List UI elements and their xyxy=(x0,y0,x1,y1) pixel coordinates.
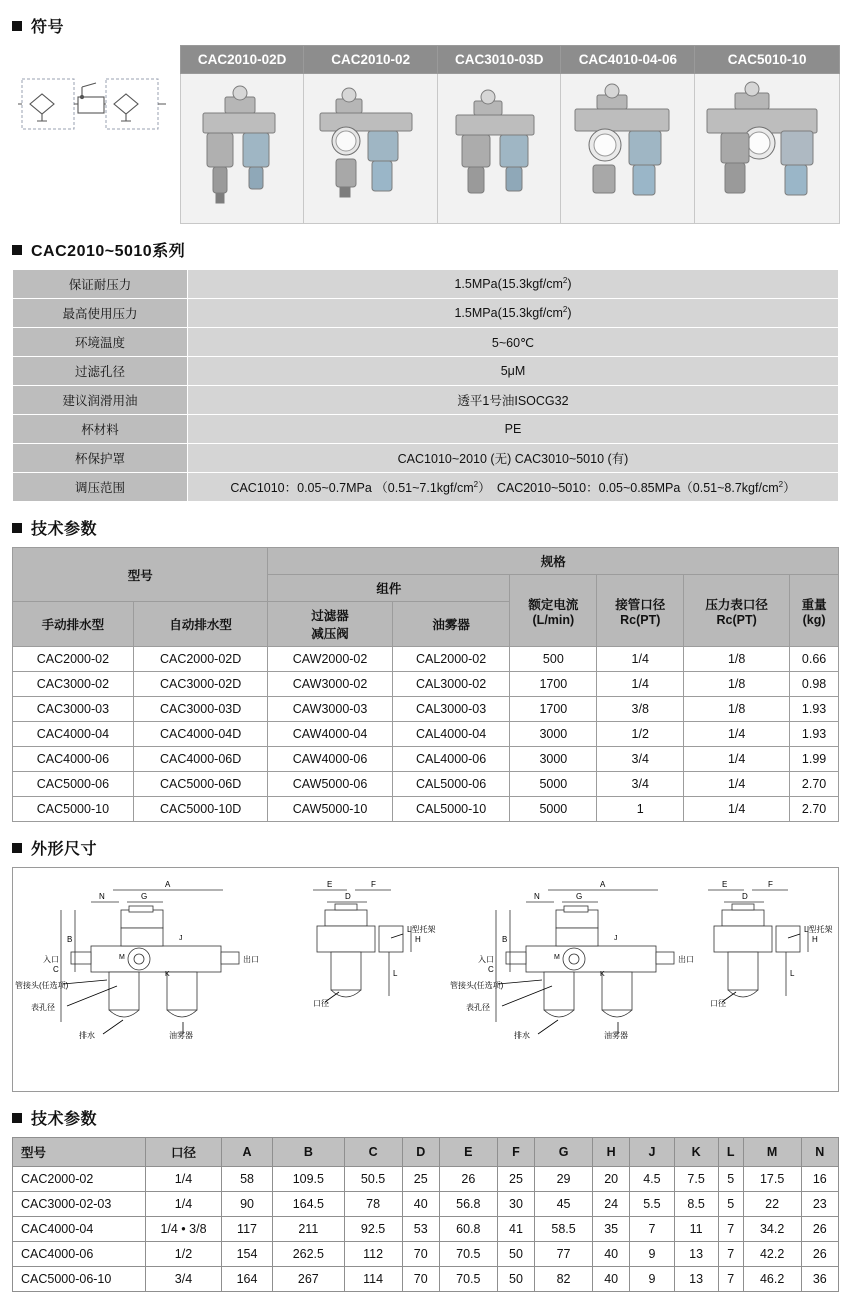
spec-key: 环境温度 xyxy=(13,328,188,357)
tech2-header-c: C xyxy=(344,1138,402,1167)
cell: CAC3000-02 xyxy=(13,672,134,697)
svg-text:F: F xyxy=(768,880,773,889)
spec-key: 建议润滑用油 xyxy=(13,386,188,415)
cell: 1700 xyxy=(510,697,597,722)
cell: 42.2 xyxy=(743,1242,801,1267)
spec-value xyxy=(188,299,839,328)
spec-key: 杯材料 xyxy=(13,415,188,444)
spec-value-text: CAC1010：0.05~0.7MPa （0.51~7.1kgf/cm xyxy=(230,481,474,495)
svg-text:出口: 出口 xyxy=(678,955,694,964)
cell: CAC3000-03 xyxy=(13,697,134,722)
cell: 1/4 xyxy=(684,772,790,797)
cell: 3/8 xyxy=(597,697,684,722)
section-title: 外形尺寸 xyxy=(31,841,98,858)
section-header-series xyxy=(12,238,851,261)
svg-text:口径: 口径 xyxy=(710,999,726,1008)
cell: 1700 xyxy=(510,672,597,697)
cell: 25 xyxy=(402,1167,439,1192)
cell: 11 xyxy=(674,1217,718,1242)
svg-text:H: H xyxy=(415,935,421,944)
cell: 1/4 xyxy=(146,1192,222,1217)
svg-text:排水: 排水 xyxy=(514,1031,530,1040)
svg-text:B: B xyxy=(67,935,73,944)
tech1-head-model: 型号 xyxy=(13,548,268,602)
spec-value xyxy=(188,270,839,299)
tech1-head-weight-line2: (kg) xyxy=(802,612,826,627)
svg-text:L型托架: L型托架 xyxy=(407,925,436,934)
photo-row xyxy=(181,74,840,224)
cell: 40 xyxy=(593,1242,630,1267)
symbol-row xyxy=(0,45,851,224)
svg-text:F: F xyxy=(371,880,376,889)
svg-text:J: J xyxy=(179,935,183,942)
cell: 2.70 xyxy=(790,772,839,797)
tech1-head-gauge xyxy=(684,575,790,647)
svg-text:油雾器: 油雾器 xyxy=(604,1031,628,1040)
cell: CAC5000-10D xyxy=(133,797,268,822)
tech2-header-a: A xyxy=(222,1138,273,1167)
cell: CAC4000-04D xyxy=(133,722,268,747)
cell: 211 xyxy=(273,1217,345,1242)
svg-text:出口: 出口 xyxy=(243,955,259,964)
cell: CAC4000-06 xyxy=(13,747,134,772)
cell: 20 xyxy=(593,1167,630,1192)
svg-text:D: D xyxy=(742,892,748,901)
cell: 70 xyxy=(402,1267,439,1292)
spec-value: CAC1010~2010 (无) CAC3010~5010 (有) xyxy=(188,444,839,473)
cell: 25 xyxy=(497,1167,534,1192)
cell: 3/4 xyxy=(597,747,684,772)
cell: CAC3000-02D xyxy=(133,672,268,697)
cell: 90 xyxy=(222,1192,273,1217)
svg-text:C: C xyxy=(53,965,59,974)
cell: 30 xyxy=(497,1192,534,1217)
table-row xyxy=(13,386,839,415)
table-row xyxy=(13,1242,839,1267)
svg-text:K: K xyxy=(600,971,605,978)
cell: 5.5 xyxy=(630,1192,674,1217)
section-title: 技术参数 xyxy=(31,1111,98,1128)
square-bullet-icon xyxy=(12,21,22,31)
tech1-head-manual-drain: 手动排水型 xyxy=(13,602,134,647)
cell: CAL3000-03 xyxy=(392,697,510,722)
cell: 1/8 xyxy=(684,697,790,722)
cell: 56.8 xyxy=(439,1192,497,1217)
svg-text:J: J xyxy=(614,935,618,942)
square-bullet-icon xyxy=(12,245,22,255)
svg-text:M: M xyxy=(119,954,125,961)
tech1-head-gauge-line1: 压力表口径 xyxy=(705,597,768,612)
cell: 45 xyxy=(535,1192,593,1217)
cell: 16 xyxy=(801,1167,838,1192)
cell: 41 xyxy=(497,1217,534,1242)
cell: CAW4000-06 xyxy=(268,747,392,772)
cell: 24 xyxy=(593,1192,630,1217)
cell: 1.93 xyxy=(790,722,839,747)
cell: 1/8 xyxy=(684,672,790,697)
tech1-header-row-1 xyxy=(13,548,839,575)
table-row xyxy=(13,797,839,822)
cell: CAW3000-03 xyxy=(268,697,392,722)
series-spec-table xyxy=(12,269,839,502)
cell: 70 xyxy=(402,1242,439,1267)
svg-text:C: C xyxy=(488,965,494,974)
spec-value-sup: 2 xyxy=(562,276,568,286)
section-header-symbol xyxy=(12,14,851,37)
cell: CAC5000-06D xyxy=(133,772,268,797)
spec-key: 杯保护罩 xyxy=(13,444,188,473)
tech2-header-model: 型号 xyxy=(13,1138,146,1167)
cell: 77 xyxy=(535,1242,593,1267)
cell: 1/4 xyxy=(597,672,684,697)
spec-value-tail: ) xyxy=(567,306,572,321)
cell: 7 xyxy=(718,1217,743,1242)
cell: 5 xyxy=(718,1192,743,1217)
section-title: 符号 xyxy=(31,19,65,36)
cell: CAW5000-10 xyxy=(268,797,392,822)
cell-model: CAC4000-04 xyxy=(13,1217,146,1242)
cell: 34.2 xyxy=(743,1217,801,1242)
svg-text:H: H xyxy=(812,935,818,944)
section-title: CAC2010~5010系列 xyxy=(31,243,186,260)
table-row xyxy=(13,1267,839,1292)
table-row xyxy=(13,1217,839,1242)
product-photo-1 xyxy=(181,74,304,224)
tech1-head-spec: 规格 xyxy=(268,548,839,575)
spec-value-text: 1.5MPa(15.3kgf/cm xyxy=(454,306,563,321)
photo-header-cac2010-02d: CAC2010-02D xyxy=(181,46,304,74)
cell: CAL2000-02 xyxy=(392,647,510,672)
cell: 5 xyxy=(718,1167,743,1192)
svg-text:G: G xyxy=(141,892,148,901)
svg-text:表孔径: 表孔径 xyxy=(31,1003,55,1012)
cell: 1/4 xyxy=(684,797,790,822)
tech2-header-k: K xyxy=(674,1138,718,1167)
tech2-header-f: F xyxy=(497,1138,534,1167)
tech-params-table-1 xyxy=(12,547,839,822)
tech2-header-port: 口径 xyxy=(146,1138,222,1167)
svg-text:D: D xyxy=(345,892,351,901)
cell: 267 xyxy=(273,1267,345,1292)
table-row xyxy=(13,473,839,502)
table-row xyxy=(13,647,839,672)
cell: 9 xyxy=(630,1267,674,1292)
section-header-dimensions xyxy=(12,836,851,859)
spec-key: 过滤孔径 xyxy=(13,357,188,386)
cell-model: CAC4000-06 xyxy=(13,1242,146,1267)
cell: 154 xyxy=(222,1242,273,1267)
cell-model: CAC5000-06-10 xyxy=(13,1267,146,1292)
cell-model: CAC3000-02-03 xyxy=(13,1192,146,1217)
table-row xyxy=(13,415,839,444)
svg-text:排水: 排水 xyxy=(79,1031,95,1040)
cell: 26 xyxy=(801,1217,838,1242)
cell: 114 xyxy=(344,1267,402,1292)
cell: CAW2000-02 xyxy=(268,647,392,672)
section-header-tech2 xyxy=(12,1106,851,1129)
cell: 117 xyxy=(222,1217,273,1242)
table-row xyxy=(13,444,839,473)
table-row xyxy=(13,270,839,299)
cell: CAL4000-06 xyxy=(392,747,510,772)
dimension-drawings xyxy=(13,868,839,1091)
product-photo-table xyxy=(180,45,840,224)
cell: 0.98 xyxy=(790,672,839,697)
cell: 1/4 xyxy=(597,647,684,672)
cell: 40 xyxy=(402,1192,439,1217)
svg-text:管接头(任选项): 管接头(任选项) xyxy=(450,981,504,990)
tech1-head-lubricator: 油雾器 xyxy=(392,602,510,647)
product-photo-3 xyxy=(438,74,561,224)
cell: CAL5000-06 xyxy=(392,772,510,797)
spec-value xyxy=(188,473,839,502)
cell: 82 xyxy=(535,1267,593,1292)
tech1-head-gauge-line2: Rc(PT) xyxy=(716,612,757,627)
cell: 1 xyxy=(597,797,684,822)
cell: 109.5 xyxy=(273,1167,345,1192)
svg-text:管接头(任选项): 管接头(任选项) xyxy=(15,981,69,990)
photo-header-row xyxy=(181,46,840,74)
cell: 4.5 xyxy=(630,1167,674,1192)
cell: CAW5000-06 xyxy=(268,772,392,797)
tech1-head-assembly: 组件 xyxy=(268,575,510,602)
cell: 3000 xyxy=(510,747,597,772)
cell: 500 xyxy=(510,647,597,672)
product-photo-5 xyxy=(695,74,840,224)
spec-key: 调压范围 xyxy=(13,473,188,502)
tech2-header-b: B xyxy=(273,1138,345,1167)
cell: CAL5000-10 xyxy=(392,797,510,822)
svg-text:B: B xyxy=(502,935,508,944)
cell: 26 xyxy=(439,1167,497,1192)
cell: CAC4000-06D xyxy=(133,747,268,772)
spec-value-text: 1.5MPa(15.3kgf/cm xyxy=(454,277,563,292)
cell: 58.5 xyxy=(535,1217,593,1242)
svg-text:E: E xyxy=(722,880,728,889)
cell: 78 xyxy=(344,1192,402,1217)
spec-key: 保证耐压力 xyxy=(13,270,188,299)
cell: CAC5000-06 xyxy=(13,772,134,797)
cell: 40 xyxy=(593,1267,630,1292)
symbol-diagram-container xyxy=(0,45,180,139)
cell: 164 xyxy=(222,1267,273,1292)
spec-value-sup2: 2 xyxy=(778,479,784,489)
cell: 9 xyxy=(630,1242,674,1267)
cell: 17.5 xyxy=(743,1167,801,1192)
cell: 5000 xyxy=(510,772,597,797)
cell: 23 xyxy=(801,1192,838,1217)
tech1-head-filter-line2: 减压阀 xyxy=(311,627,349,641)
cell: 50 xyxy=(497,1242,534,1267)
svg-text:A: A xyxy=(600,880,606,889)
cell: 1/4 xyxy=(684,722,790,747)
tech1-head-port-line1: 接管口径 xyxy=(615,597,666,612)
pneumatic-symbol-diagram xyxy=(18,69,180,139)
cell: 1.93 xyxy=(790,697,839,722)
cell: CAC5000-10 xyxy=(13,797,134,822)
svg-text:N: N xyxy=(534,892,540,901)
tech1-head-current xyxy=(510,575,597,647)
spec-value-tail: ） CAC2010~5010：0.05~0.85MPa（0.51~8.7kgf/cm xyxy=(478,481,779,495)
tech1-head-current-line1: 额定电流 xyxy=(528,597,579,612)
cell: 13 xyxy=(674,1267,718,1292)
svg-text:口径: 口径 xyxy=(313,999,329,1008)
tech1-head-auto-drain: 自动排水型 xyxy=(133,602,268,647)
svg-text:L型托架: L型托架 xyxy=(804,925,833,934)
cell: 1.99 xyxy=(790,747,839,772)
svg-text:表孔径: 表孔径 xyxy=(466,1003,490,1012)
cell: CAL4000-04 xyxy=(392,722,510,747)
table-row xyxy=(13,299,839,328)
product-photo-2 xyxy=(304,74,438,224)
spec-value: 5~60℃ xyxy=(188,328,839,357)
cell: 35 xyxy=(593,1217,630,1242)
cell: CAW3000-02 xyxy=(268,672,392,697)
table-row xyxy=(13,1192,839,1217)
cell: 0.66 xyxy=(790,647,839,672)
cell: 29 xyxy=(535,1167,593,1192)
spec-value-tail: ) xyxy=(567,277,572,292)
cell: 1/2 xyxy=(146,1242,222,1267)
catalog-page xyxy=(0,14,851,1302)
cell: 262.5 xyxy=(273,1242,345,1267)
cell: 1/8 xyxy=(684,647,790,672)
cell: 50 xyxy=(497,1267,534,1292)
cell-model: CAC2000-02 xyxy=(13,1167,146,1192)
spec-key: 最高使用压力 xyxy=(13,299,188,328)
svg-text:M: M xyxy=(554,954,560,961)
cell: CAC2000-02D xyxy=(133,647,268,672)
table-row xyxy=(13,772,839,797)
svg-text:入口: 入口 xyxy=(478,955,494,964)
photo-header-cac3010-03d: CAC3010-03D xyxy=(438,46,561,74)
cell: 7 xyxy=(718,1267,743,1292)
cell: 13 xyxy=(674,1242,718,1267)
svg-text:L: L xyxy=(790,969,795,978)
cell: 1/4 xyxy=(684,747,790,772)
cell: 7 xyxy=(718,1242,743,1267)
cell: CAC4000-04 xyxy=(13,722,134,747)
cell: CAC3000-03D xyxy=(133,697,268,722)
svg-text:E: E xyxy=(327,880,333,889)
square-bullet-icon xyxy=(12,523,22,533)
spec-value: 透平1号油ISOCG32 xyxy=(188,386,839,415)
tech2-header-g: G xyxy=(535,1138,593,1167)
tech-params-table-2 xyxy=(12,1137,839,1292)
table-row xyxy=(13,328,839,357)
cell: 7 xyxy=(630,1217,674,1242)
cell: 70.5 xyxy=(439,1242,497,1267)
tech2-header-h: H xyxy=(593,1138,630,1167)
tech1-head-filter-line1: 过滤器 xyxy=(311,609,349,623)
svg-text:L: L xyxy=(393,969,398,978)
cell: 60.8 xyxy=(439,1217,497,1242)
tech1-head-port-line2: Rc(PT) xyxy=(620,612,661,627)
spec-value-sup: 2 xyxy=(473,479,479,489)
svg-text:K: K xyxy=(165,971,170,978)
cell: 8.5 xyxy=(674,1192,718,1217)
cell: 5000 xyxy=(510,797,597,822)
table-row xyxy=(13,722,839,747)
photo-header-cac2010-02: CAC2010-02 xyxy=(304,46,438,74)
cell: CAL3000-02 xyxy=(392,672,510,697)
tech2-header-j: J xyxy=(630,1138,674,1167)
section-title: 技术参数 xyxy=(31,521,98,538)
cell: 92.5 xyxy=(344,1217,402,1242)
cell: 36 xyxy=(801,1267,838,1292)
spec-value-sup: 2 xyxy=(562,305,568,315)
section-header-tech1 xyxy=(12,516,851,539)
photo-header-cac4010-04-06: CAC4010-04-06 xyxy=(561,46,695,74)
cell: 164.5 xyxy=(273,1192,345,1217)
tech2-header-m: M xyxy=(743,1138,801,1167)
tech1-head-filter-regulator xyxy=(268,602,392,647)
cell: 3/4 xyxy=(146,1267,222,1292)
product-photo-4 xyxy=(561,74,695,224)
cell: CAC2000-02 xyxy=(13,647,134,672)
tech1-head-weight-line1: 重量 xyxy=(801,597,827,612)
tech1-head-port xyxy=(597,575,684,647)
cell: 3/4 xyxy=(597,772,684,797)
cell: 58 xyxy=(222,1167,273,1192)
cell: 53 xyxy=(402,1217,439,1242)
table-row xyxy=(13,697,839,722)
tech2-header-n: N xyxy=(801,1138,838,1167)
tech2-header-d: D xyxy=(402,1138,439,1167)
table-row xyxy=(13,357,839,386)
tech1-head-weight xyxy=(790,575,839,647)
cell: 50.5 xyxy=(344,1167,402,1192)
spec-value-tail2: ） xyxy=(783,481,796,495)
cell: 2.70 xyxy=(790,797,839,822)
square-bullet-icon xyxy=(12,1113,22,1123)
svg-text:A: A xyxy=(165,880,171,889)
cell: 7.5 xyxy=(674,1167,718,1192)
table-row xyxy=(13,1167,839,1192)
cell: 26 xyxy=(801,1242,838,1267)
svg-text:G: G xyxy=(576,892,583,901)
cell: 70.5 xyxy=(439,1267,497,1292)
cell: 1/4 • 3/8 xyxy=(146,1217,222,1242)
svg-text:N: N xyxy=(99,892,105,901)
cell: 1/4 xyxy=(146,1167,222,1192)
tech2-header-e: E xyxy=(439,1138,497,1167)
svg-text:油雾器: 油雾器 xyxy=(169,1031,193,1040)
tech2-header-row xyxy=(13,1138,839,1167)
photo-header-cac5010-10: CAC5010-10 xyxy=(695,46,840,74)
cell: 46.2 xyxy=(743,1267,801,1292)
table-row xyxy=(13,672,839,697)
spec-value: 5μM xyxy=(188,357,839,386)
cell: CAW4000-04 xyxy=(268,722,392,747)
cell: 22 xyxy=(743,1192,801,1217)
square-bullet-icon xyxy=(12,843,22,853)
cell: 1/2 xyxy=(597,722,684,747)
cell: 3000 xyxy=(510,722,597,747)
tech1-head-current-line2: (L/min) xyxy=(532,612,575,627)
cell: 112 xyxy=(344,1242,402,1267)
tech2-header-l: L xyxy=(718,1138,743,1167)
dimension-drawing-frame xyxy=(12,867,839,1092)
spec-value: PE xyxy=(188,415,839,444)
table-row xyxy=(13,747,839,772)
svg-text:入口: 入口 xyxy=(43,955,59,964)
